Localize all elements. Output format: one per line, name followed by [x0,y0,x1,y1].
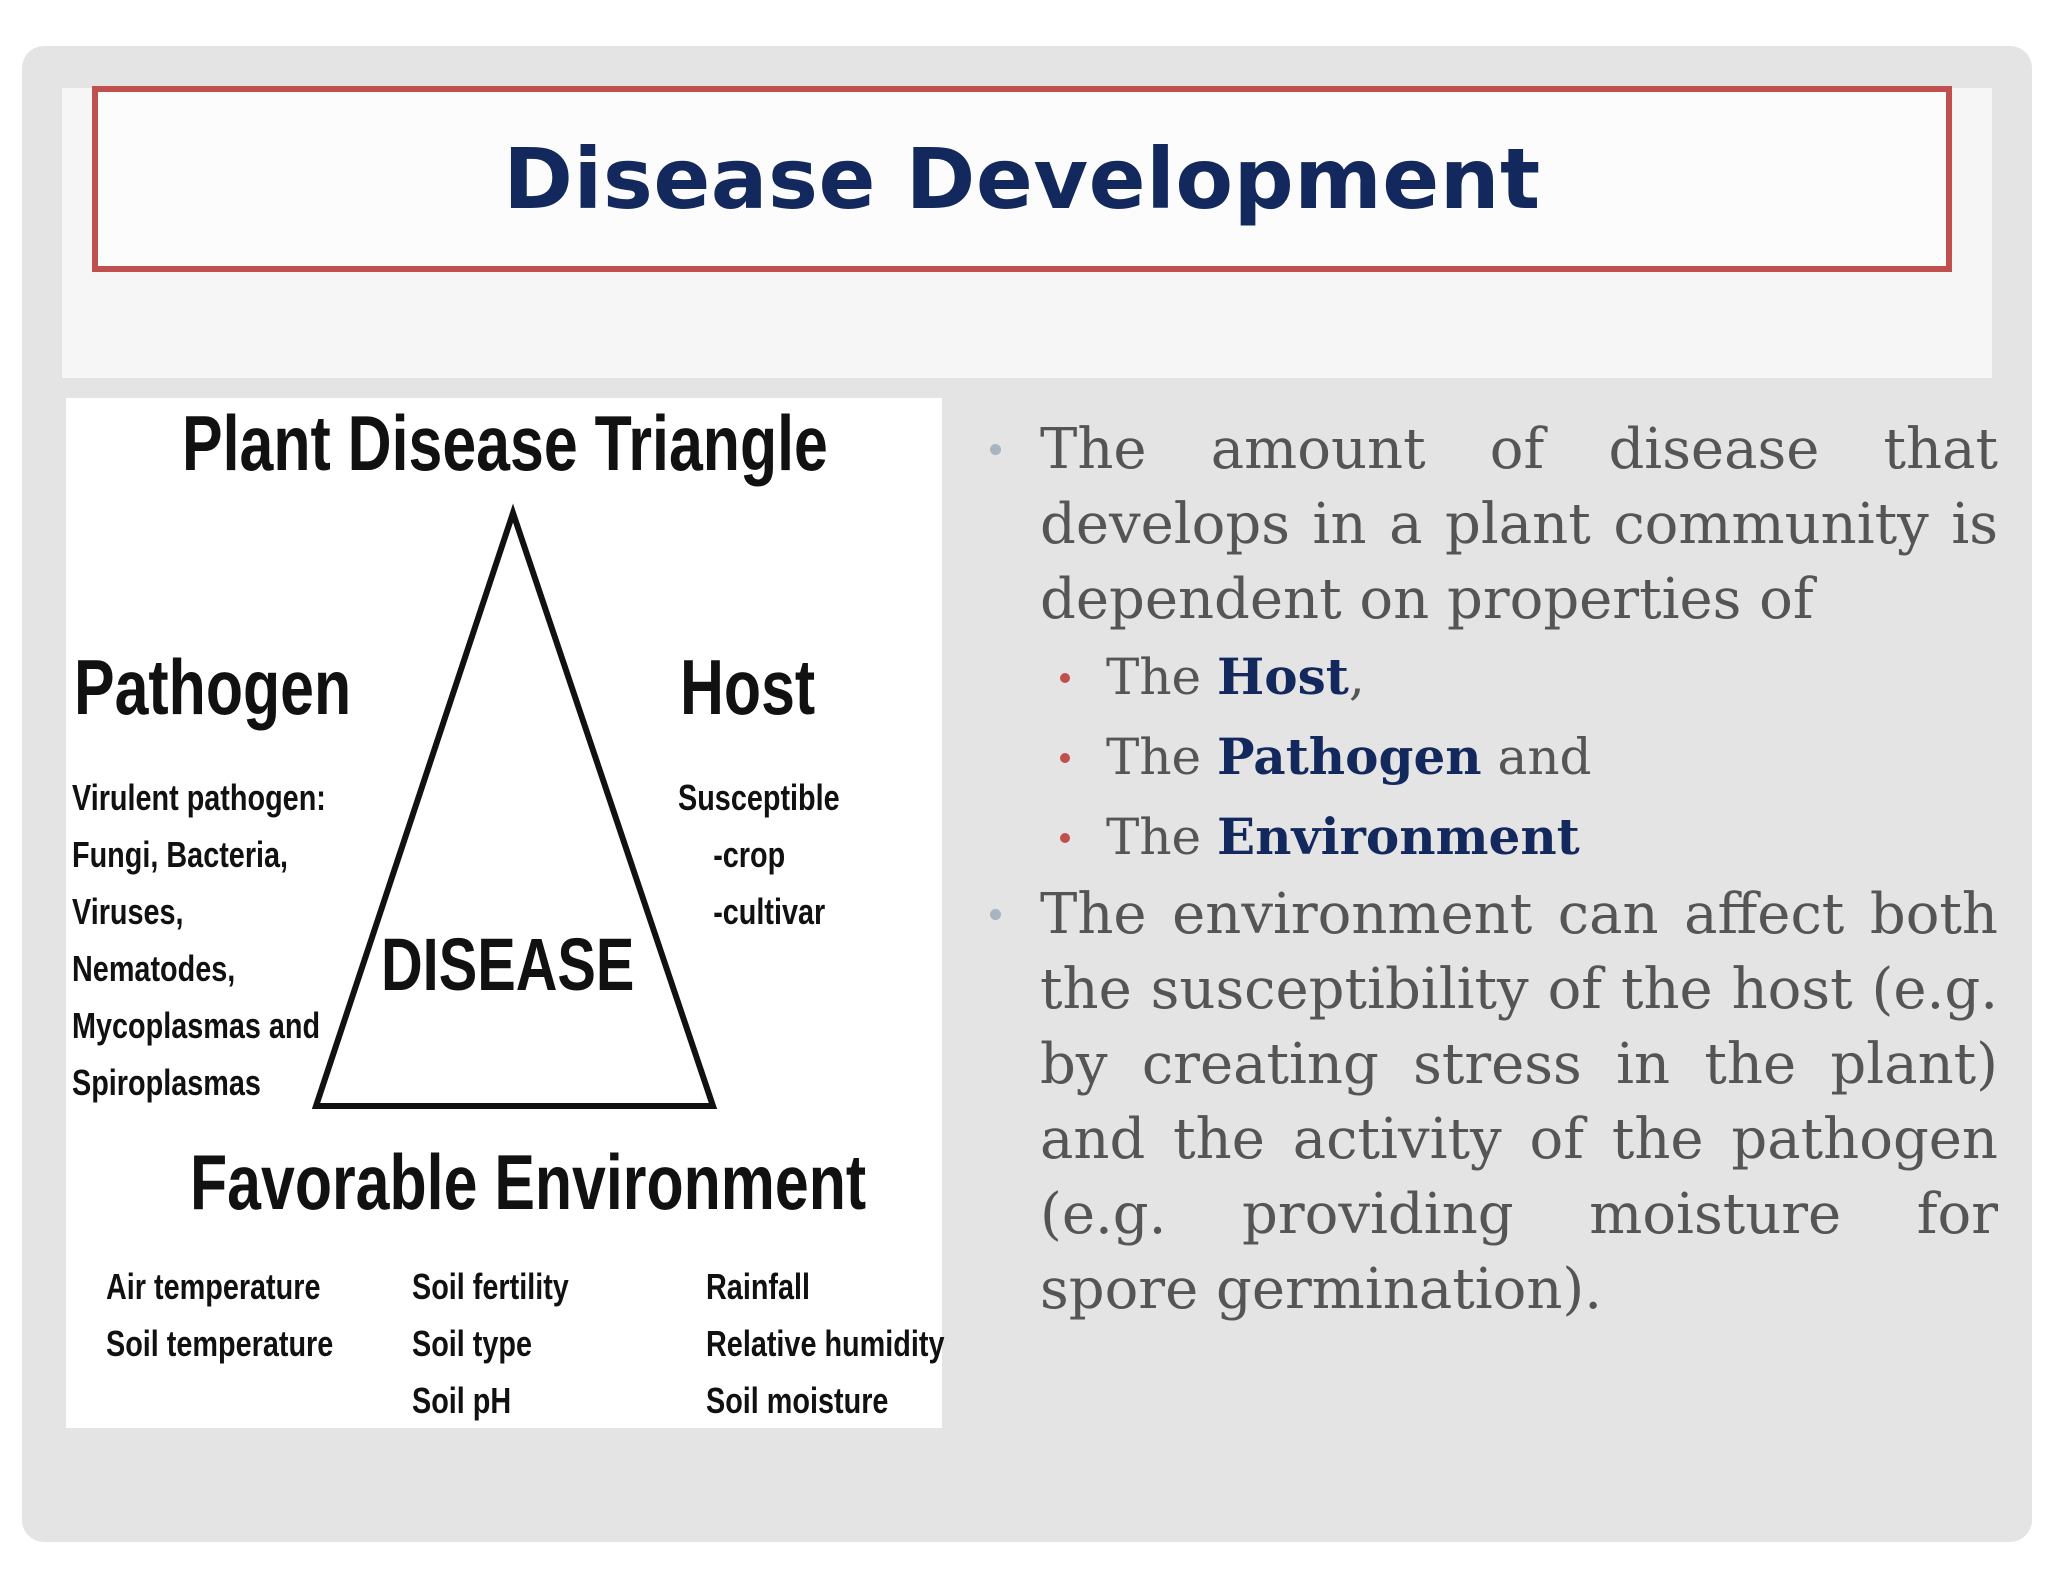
disease-triangle-figure [66,398,945,1428]
sub-bullet-environment [984,797,1998,877]
host-line: -cultivar [713,891,826,932]
host-line: Susceptible [678,777,840,818]
environment-item: Soil type [412,1323,533,1364]
sub-bullet-host [984,637,1998,717]
host-list [678,769,840,940]
environment-col3 [706,1258,944,1429]
environment-item: Soil pH [412,1380,512,1421]
bullet-item: The amount of disease that develops in a plant community is dependent on properties of [984,412,1998,637]
pathogen-line: Virulent pathogen: [72,777,326,818]
environment-item: Soil moisture [706,1380,889,1421]
host-title: Host [680,643,816,731]
environment-col1 [106,1258,333,1372]
bullet-list [984,412,1998,1327]
sub-bullet-prefix: The [1106,728,1218,786]
term-pathogen: Pathogen [1217,727,1482,786]
pathogen-line: Fungi, Bacteria, [72,834,289,875]
environment-title: Favorable Environment [190,1138,867,1226]
sub-bullet-prefix: The [1106,808,1218,866]
pathogen-line: Mycoplasmas and [72,1005,321,1046]
environment-item: Air temperature [106,1266,321,1307]
environment-item: Rainfall [706,1266,811,1307]
figure-heading: Plant Disease Triangle [182,399,828,487]
bullet-item: The environment can affect both the susceptibility of the host (e.g. by creating stress in the plant) and the activity of the pathogen (e.g. providing moisture for spore germination). [984,877,1998,1327]
title-box [92,86,1952,272]
pathogen-line: Nematodes, [72,948,236,989]
term-environment: Environment [1217,807,1580,866]
environment-item: Soil fertility [412,1266,569,1307]
environment-item: Soil temperature [106,1323,334,1364]
term-host: Host [1217,647,1349,706]
center-label: DISEASE [381,923,635,1006]
pathogen-title: Pathogen [74,643,352,731]
sub-bullet-suffix: and [1481,728,1592,786]
slide-title: Disease Development [503,130,1541,228]
host-line: -crop [713,834,786,875]
environment-col2 [412,1258,569,1429]
pathogen-line: Viruses, [72,891,184,932]
sub-bullet-prefix: The [1106,648,1218,706]
pathogen-list [72,769,326,1111]
environment-item: Relative humidity [706,1323,945,1364]
sub-bullet-suffix: , [1348,648,1365,706]
pathogen-line: Spiroplasmas [72,1062,261,1103]
sub-bullet-pathogen [984,717,1998,797]
